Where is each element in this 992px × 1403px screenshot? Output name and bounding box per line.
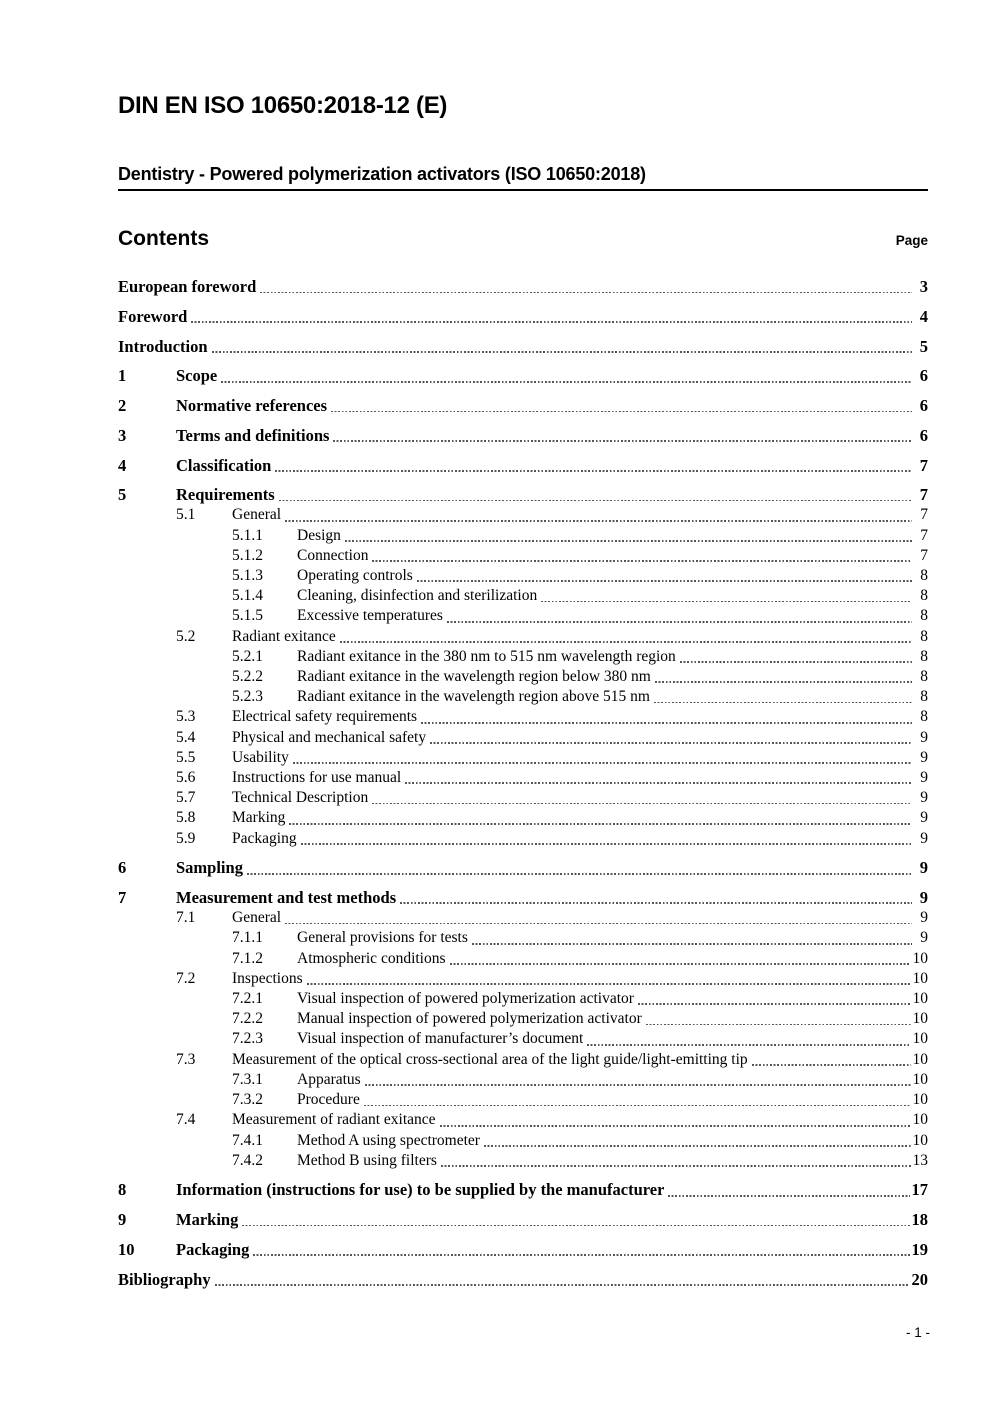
toc-leader-dots <box>417 580 912 582</box>
toc-entry-page: 18 <box>911 1210 928 1230</box>
toc-entry-number: 7.3 <box>176 1050 196 1068</box>
toc-entry-label: Physical and mechanical safety <box>232 728 427 746</box>
toc-entry <box>118 586 928 606</box>
toc-entry-page: 10 <box>912 1111 928 1129</box>
toc-entry-number: 7.4.1 <box>232 1131 263 1149</box>
toc-entry-page: 3 <box>919 277 928 297</box>
toc-leader-dots <box>484 1145 911 1147</box>
toc-leader-dots <box>430 742 912 744</box>
toc-leader-dots <box>440 1125 911 1127</box>
toc-leader-dots <box>646 1024 911 1026</box>
toc-entry-label: Manual inspection of powered polymerization activator <box>297 1010 642 1028</box>
toc-entry-label: Foreword <box>118 306 188 326</box>
toc-entry-page: 9 <box>920 728 928 746</box>
toc-entry-page: 9 <box>919 888 928 908</box>
toc-entry-label: Visual inspection of manufacturer’s document <box>297 1030 584 1048</box>
toc-leader-dots <box>638 1003 911 1005</box>
toc-leader-dots <box>215 1284 910 1286</box>
toc-entry-number: 1 <box>118 366 127 386</box>
toc-entry-number: 7.1.1 <box>232 929 263 947</box>
toc-leader-dots <box>372 560 912 562</box>
toc-entry-label: Usability <box>232 748 289 766</box>
toc-entry <box>118 707 928 727</box>
toc-leader-dots <box>275 470 912 472</box>
toc-entry-page: 8 <box>920 587 928 605</box>
toc-entry <box>118 1270 928 1290</box>
toc-entry-number: 7.2.2 <box>232 1010 263 1028</box>
toc-entry <box>118 566 928 586</box>
toc-entry-label: Procedure <box>297 1091 360 1109</box>
toc-entry-number: 7.3.1 <box>232 1070 263 1088</box>
toc-entry-number: 5.1 <box>176 506 196 524</box>
toc-entry-label: General provisions for tests <box>297 929 468 947</box>
toc-entry-number: 7 <box>118 888 127 908</box>
toc-entry <box>118 1240 928 1260</box>
toc-entry-number: 10 <box>118 1239 135 1259</box>
toc-entry <box>118 396 928 416</box>
toc-leader-dots <box>752 1064 911 1066</box>
toc-entry-number: 5.1.5 <box>232 607 263 625</box>
toc-entry-page: 7 <box>919 455 928 475</box>
toc-entry-number: 7.4 <box>176 1111 196 1129</box>
toc-entry <box>118 829 928 849</box>
toc-leader-dots <box>331 411 912 413</box>
toc-leader-dots <box>405 782 912 784</box>
toc-entry-page: 8 <box>920 647 928 665</box>
doc-subtitle: Dentistry - Powered polymerization activators (ISO 10650:2018) <box>118 164 928 192</box>
toc-entry-label: Connection <box>297 546 369 564</box>
toc-leader-dots <box>253 1254 909 1256</box>
toc-leader-dots <box>340 641 912 643</box>
toc-entry-number: 4 <box>118 455 127 475</box>
toc-entry-page: 8 <box>920 708 928 726</box>
toc-entry-label: Radiant exitance in the wavelength region above 515 nm <box>297 688 650 706</box>
toc-leader-dots <box>289 823 912 825</box>
toc-leader-dots <box>372 803 912 805</box>
toc-entry <box>118 1180 928 1200</box>
toc-entry <box>118 1151 928 1171</box>
toc-leader-dots <box>364 1105 911 1107</box>
toc-entry-page: 8 <box>920 668 928 686</box>
toc-leader-dots <box>400 902 912 904</box>
toc-entry-number: 8 <box>118 1180 127 1200</box>
toc-entry-number: 5.2.3 <box>232 688 263 706</box>
toc-leader-dots <box>587 1044 910 1046</box>
toc-entry-page: 9 <box>920 769 928 787</box>
toc-entry <box>118 949 928 969</box>
toc-entry-label: Classification <box>176 455 272 475</box>
toc-leader-dots <box>654 702 912 704</box>
toc-entry-number: 9 <box>118 1210 127 1230</box>
toc-entry-label: Design <box>297 526 341 544</box>
toc-entry-number: 5.5 <box>176 748 196 766</box>
toc-entry <box>118 1210 928 1230</box>
toc-entry-page: 6 <box>919 425 928 445</box>
toc-entry-label: Method A using spectrometer <box>297 1131 480 1149</box>
footer-page-number: - 1 - <box>905 1325 930 1340</box>
toc-entry <box>118 526 928 546</box>
page-column-label: Page <box>895 233 928 249</box>
toc-entry <box>118 928 928 948</box>
toc-leader-dots <box>242 1225 909 1227</box>
toc-entry-page: 19 <box>911 1239 928 1259</box>
toc-entry-label: Visual inspection of powered polymerization activator <box>297 990 634 1008</box>
toc-entry-number: 5.8 <box>176 809 196 827</box>
toc-leader-dots <box>441 1165 911 1167</box>
toc-entry-label: Requirements <box>176 485 275 505</box>
toc-entry-number: 7.4.2 <box>232 1151 263 1169</box>
toc-entry <box>118 485 928 505</box>
toc-entry-number: 5.9 <box>176 829 196 847</box>
toc-entry-label: Packaging <box>176 1239 250 1259</box>
toc-entry-label: General <box>232 909 282 927</box>
toc-entry-label: Terms and definitions <box>176 425 330 445</box>
toc-leader-dots <box>221 381 912 383</box>
toc-entry <box>118 667 928 687</box>
toc-entry-page: 9 <box>920 829 928 847</box>
toc-entry <box>118 858 928 878</box>
toc-entry-page: 6 <box>919 396 928 416</box>
toc-entry <box>118 505 928 525</box>
toc-leader-dots <box>285 923 912 925</box>
toc-entry <box>118 277 928 297</box>
toc-leader-dots <box>247 873 912 875</box>
toc-leader-dots <box>655 681 912 683</box>
toc-entry-label: Instructions for use manual <box>232 769 402 787</box>
toc-entry-number: 5.2 <box>176 627 196 645</box>
toc-entry-label: Information (instructions for use) to be supplied by the manufacturer <box>176 1180 665 1200</box>
toc-entry-page: 9 <box>919 858 928 878</box>
toc-leader-dots <box>450 963 911 965</box>
toc-entry <box>118 627 928 647</box>
toc-entry <box>118 908 928 928</box>
toc-entry-number: 5.4 <box>176 728 196 746</box>
toc-leader-dots <box>680 661 912 663</box>
toc-entry-label: European foreword <box>118 277 257 297</box>
toc-entry-page: 10 <box>912 949 928 967</box>
toc-list <box>118 277 928 1289</box>
toc-entry <box>118 647 928 667</box>
toc-entry-number: 5.1.3 <box>232 567 263 585</box>
toc-entry <box>118 808 928 828</box>
toc-entry-page: 6 <box>919 366 928 386</box>
toc-entry <box>118 337 928 357</box>
toc-leader-dots <box>307 983 911 985</box>
toc-entry-label: Radiant exitance in the wavelength region below 380 nm <box>297 668 651 686</box>
toc-entry <box>118 307 928 327</box>
toc-leader-dots <box>447 621 912 623</box>
toc-entry-page: 7 <box>920 546 928 564</box>
toc-entry-page: 10 <box>912 990 928 1008</box>
toc-entry-label: Excessive temperatures <box>297 607 443 625</box>
toc-entry <box>118 1070 928 1090</box>
toc-entry-number: 5.1.4 <box>232 587 263 605</box>
toc-leader-dots <box>279 500 912 502</box>
toc-entry <box>118 687 928 707</box>
toc-entry-label: Radiant exitance <box>232 627 336 645</box>
toc-entry-label: Atmospheric conditions <box>297 949 446 967</box>
toc-entry-page: 10 <box>912 1050 928 1068</box>
toc-entry-number: 7.1 <box>176 909 196 927</box>
toc-entry <box>118 606 928 626</box>
toc-entry-page: 10 <box>912 969 928 987</box>
toc-entry-label: Introduction <box>118 336 208 356</box>
toc-entry-number: 5.7 <box>176 789 196 807</box>
toc-entry-page: 13 <box>912 1151 928 1169</box>
toc-entry <box>118 1029 928 1049</box>
toc-entry-label: Inspections <box>232 969 303 987</box>
toc-entry-page: 7 <box>919 485 928 505</box>
toc-entry <box>118 969 928 989</box>
toc-entry-label: Measurement of the optical cross-sectional area of the light guide/light-emitting tip <box>232 1050 748 1068</box>
toc-entry-number: 5.1.2 <box>232 546 263 564</box>
toc-entry <box>118 888 928 908</box>
toc-entry-page: 5 <box>919 336 928 356</box>
toc-entry-number: 7.3.2 <box>232 1091 263 1109</box>
toc-leader-dots <box>301 843 912 845</box>
toc-entry-number: 5.2.2 <box>232 668 263 686</box>
toc-entry-page: 10 <box>912 1131 928 1149</box>
toc-entry-page: 20 <box>911 1269 928 1289</box>
toc-entry-page: 9 <box>920 748 928 766</box>
toc-entry <box>118 426 928 446</box>
toc-entry-label: Sampling <box>176 858 243 878</box>
toc-leader-dots <box>541 601 912 603</box>
toc-entry-page: 8 <box>920 688 928 706</box>
toc-leader-dots <box>345 540 912 542</box>
toc-entry-page: 10 <box>912 1070 928 1088</box>
toc-entry-number: 6 <box>118 858 127 878</box>
toc-leader-dots <box>472 943 912 945</box>
toc-entry-label: Scope <box>176 366 218 386</box>
toc-entry-page: 10 <box>912 1010 928 1028</box>
toc-leader-dots <box>333 440 912 442</box>
toc-leader-dots <box>365 1084 911 1086</box>
toc-entry-number: 5 <box>118 485 127 505</box>
toc-entry-label: Marking <box>176 1210 239 1230</box>
toc-entry-label: Radiant exitance in the 380 nm to 515 nm wavelength region <box>297 647 676 665</box>
toc-entry-label: Method B using filters <box>297 1151 437 1169</box>
toc-entry-label: Packaging <box>232 829 297 847</box>
toc-entry-number: 5.1.1 <box>232 526 263 544</box>
toc-leader-dots <box>212 351 912 353</box>
toc-entry-label: General <box>232 506 282 524</box>
toc-entry-page: 10 <box>912 1091 928 1109</box>
toc-entry <box>118 788 928 808</box>
contents-header <box>118 227 928 251</box>
toc-entry <box>118 768 928 788</box>
toc-leader-dots <box>421 722 912 724</box>
toc-entry-label: Bibliography <box>118 1269 211 1289</box>
toc-entry <box>118 1009 928 1029</box>
toc-entry-page: 4 <box>919 306 928 326</box>
toc-entry-page: 9 <box>920 789 928 807</box>
toc-leader-dots <box>285 520 912 522</box>
contents-heading: Contents <box>118 227 209 251</box>
toc-entry-page: 17 <box>911 1180 928 1200</box>
toc-entry-label: Technical Description <box>232 789 369 807</box>
toc-entry <box>118 366 928 386</box>
toc-entry-number: 2 <box>118 396 127 416</box>
toc-entry-page: 7 <box>920 526 928 544</box>
toc-leader-dots <box>668 1195 909 1197</box>
toc-leader-dots <box>191 321 912 323</box>
toc-entry-number: 5.3 <box>176 708 196 726</box>
toc-entry-number: 7.1.2 <box>232 949 263 967</box>
toc-entry <box>118 1090 928 1110</box>
toc-entry-page: 7 <box>920 506 928 524</box>
toc-entry-label: Operating controls <box>297 567 413 585</box>
toc-entry-page: 9 <box>920 909 928 927</box>
toc-entry-page: 9 <box>920 809 928 827</box>
doc-title: DIN EN ISO 10650:2018-12 (E) <box>118 92 448 119</box>
toc-entry-number: 7.2.1 <box>232 990 263 1008</box>
toc-entry <box>118 748 928 768</box>
toc-entry <box>118 728 928 748</box>
toc-entry-page: 8 <box>920 567 928 585</box>
toc-entry <box>118 1110 928 1130</box>
toc-entry <box>118 989 928 1009</box>
toc-entry-page: 8 <box>920 607 928 625</box>
toc-entry-label: Measurement of radiant exitance <box>232 1111 436 1129</box>
toc-entry-label: Measurement and test methods <box>176 888 397 908</box>
toc-entry-label: Marking <box>232 809 286 827</box>
toc-entry-page: 10 <box>912 1030 928 1048</box>
toc-entry-number: 7.2.3 <box>232 1030 263 1048</box>
toc-leader-dots <box>260 292 912 294</box>
toc-entry <box>118 456 928 476</box>
toc-entry <box>118 1050 928 1070</box>
toc-entry-label: Electrical safety requirements <box>232 708 418 726</box>
toc-entry-number: 7.2 <box>176 969 196 987</box>
toc-entry-number: 3 <box>118 425 127 445</box>
toc-entry-number: 5.2.1 <box>232 647 263 665</box>
toc-entry-page: 9 <box>920 929 928 947</box>
toc-entry <box>118 546 928 566</box>
toc-entry-page: 8 <box>920 627 928 645</box>
toc-entry <box>118 1131 928 1151</box>
toc-entry-label: Cleaning, disinfection and sterilization <box>297 587 538 605</box>
toc-leader-dots <box>293 762 912 764</box>
toc-entry-label: Apparatus <box>297 1070 361 1088</box>
toc-entry-label: Normative references <box>176 396 328 416</box>
toc-entry-number: 5.6 <box>176 769 196 787</box>
